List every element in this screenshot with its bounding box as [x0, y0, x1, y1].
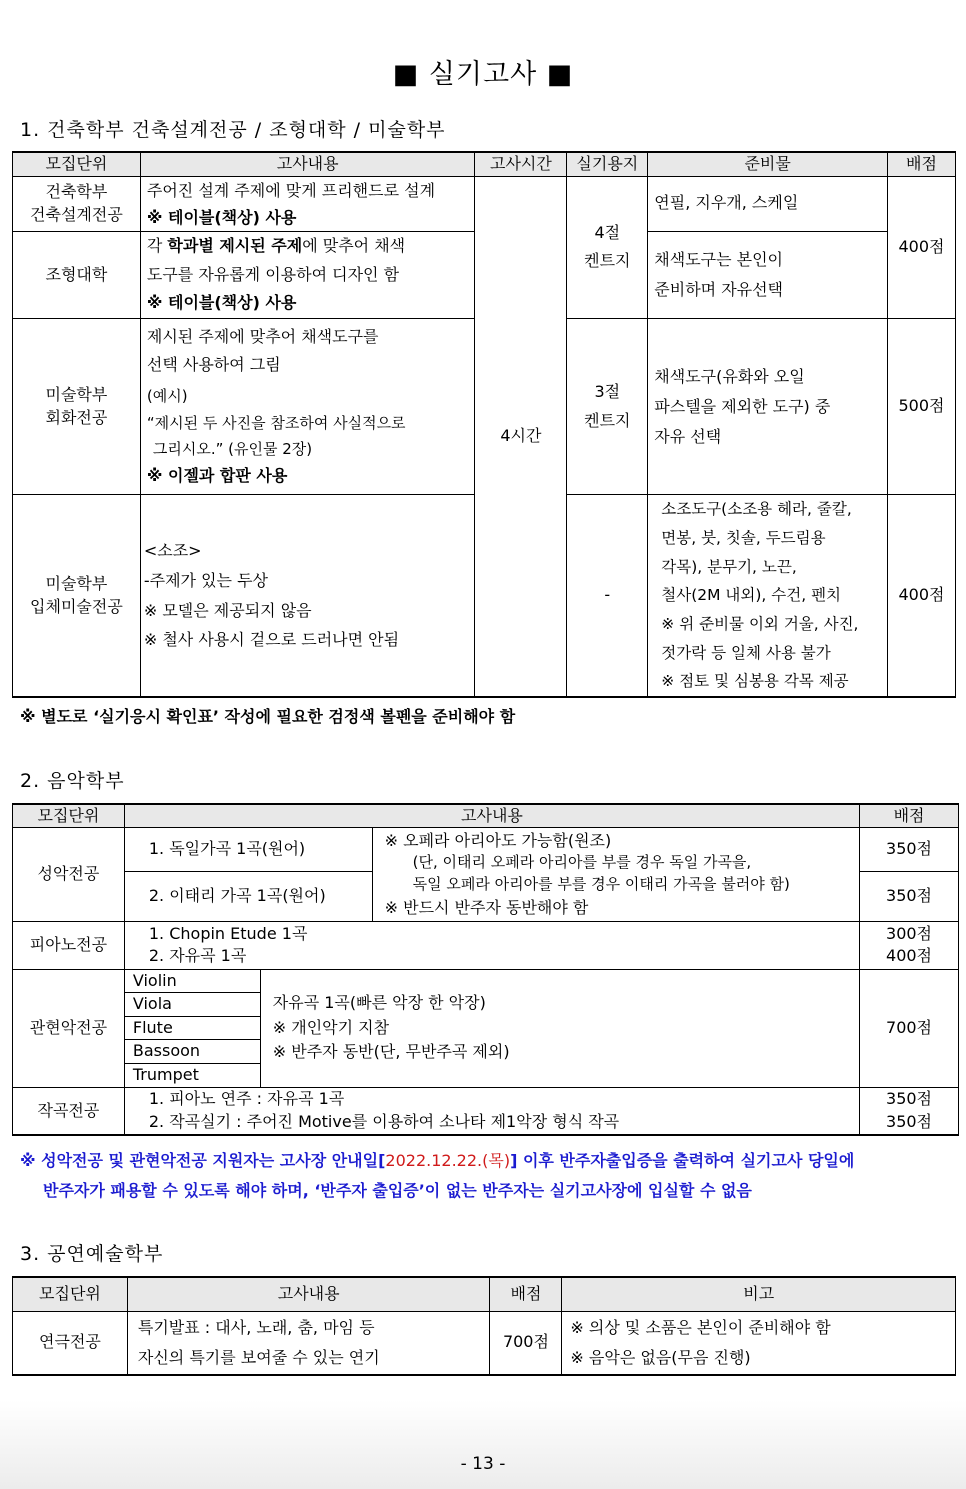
content-line: 2. 작곡실기 : 주어진 Motive를 이용하여 소나타 제1악장 형식 작곡 — [148, 1111, 620, 1131]
prep-architecture: 연필, 지우개, 스케일 — [648, 176, 888, 231]
header-prep: 준비물 — [648, 152, 888, 176]
text-bold: 학과별 제시된 주제 — [167, 235, 303, 255]
vocal-item-2: 2. 이태리 가곡 1곡(원어) — [124, 871, 372, 921]
table-row — [13, 176, 956, 231]
paper-3jeol: 3절 켄트지 — [567, 319, 648, 495]
content-line: 1. Chopin Etude 1곡 — [148, 923, 308, 943]
unit-composition: 작곡전공 — [13, 1087, 125, 1135]
content-line: ※ 음악은 없음(무음 진행) — [570, 1347, 751, 1367]
content-line: ※ 철사 사용시 겉으로 드러나면 안됨 — [143, 630, 400, 650]
header-score: 배점 — [860, 804, 959, 827]
unit-piano: 피아노전공 — [13, 921, 125, 969]
orchestra-content — [260, 969, 859, 1087]
content-line: -주제가 있는 두상 — [143, 571, 268, 591]
composition-content — [124, 1087, 859, 1135]
section1-note: ※ 별도로 ‘실기응시 확인표’ 작성에 필요한 검정색 볼펜을 준비해야 함 — [20, 707, 516, 726]
header-content: 고사내용 — [127, 1277, 490, 1311]
content-line: ※ 의상 및 소품은 본인이 준비해야 함 — [570, 1318, 831, 1338]
vocal-notes — [372, 827, 859, 921]
section2-note — [20, 1146, 950, 1205]
content-line: 도구를 자유롭게 이용하여 디자인 함 — [146, 264, 400, 284]
unit-orchestra: 관현악전공 — [13, 969, 125, 1087]
piano-scores — [860, 921, 959, 969]
text: 에 맞추어 채색 — [302, 235, 406, 255]
paper-none: - — [567, 495, 648, 697]
content-design — [140, 231, 475, 318]
header-paper: 실기용지 — [567, 152, 648, 176]
content-painting — [140, 319, 475, 495]
note-text: ] 이후 반주자출입증을 출력하여 실기고사 당일에 — [510, 1151, 855, 1170]
table-header-row — [13, 1277, 956, 1311]
text: 각 — [146, 235, 168, 255]
paper-4jeol: 4절 켄트지 — [567, 176, 648, 319]
header-time: 고사시간 — [475, 152, 567, 176]
art-exam-table — [12, 151, 956, 698]
piano-score-2: 400점 — [886, 946, 933, 965]
content-line: ※ 모델은 제공되지 않음 — [143, 600, 312, 620]
content-line: 선택 사용하여 그림 — [146, 355, 281, 375]
header-unit: 모집단위 — [13, 804, 125, 827]
prep-sculpture — [648, 495, 888, 697]
content-line: ※ 반드시 반주자 동반해야 함 — [384, 897, 589, 917]
vocal-score-2: 350점 — [860, 871, 959, 921]
table-row — [13, 1087, 959, 1135]
content-architecture — [140, 176, 475, 231]
note-date: 2022.12.22.(목) — [385, 1151, 511, 1170]
content-line: ※ 테이블(책상) 사용 — [146, 207, 297, 227]
content-line: ※ 테이블(책상) 사용 — [146, 293, 297, 313]
content-line: <소조> — [143, 541, 202, 561]
content-line: 특기발표 : 대사, 노래, 춤, 마임 등 — [137, 1318, 375, 1338]
unit-vocal: 성악전공 — [13, 827, 125, 921]
bottom-shade — [0, 1400, 966, 1489]
vocal-score-1: 350점 — [860, 827, 959, 871]
content-line: 주어진 설계 주제에 맞게 프리핸드로 설계 — [146, 180, 436, 200]
instrument-list — [124, 969, 260, 1087]
theater-content — [127, 1311, 490, 1375]
content-line: ※ 점토 및 심봉용 각목 제공 — [661, 672, 849, 691]
performing-arts-table — [12, 1276, 956, 1376]
section2-title: 2. 음악학부 — [20, 770, 125, 792]
content-line: 그리시오.” (유인물 2장) — [152, 439, 313, 458]
note-line — [20, 1146, 950, 1176]
piano-score-1: 300점 — [886, 923, 933, 943]
instrument-item: Bassoon — [125, 1040, 260, 1064]
header-content: 고사내용 — [140, 152, 475, 176]
unit-sculpture: 미술학부 입체미술전공 — [13, 495, 141, 697]
content-line — [147, 232, 469, 261]
table-row — [13, 827, 959, 871]
instrument-item: Viola — [125, 993, 260, 1017]
score-500: 500점 — [888, 319, 956, 495]
table-row — [13, 969, 959, 1087]
content-line: 각목), 분무기, 노끈, — [661, 557, 797, 576]
table-header-row — [13, 804, 959, 827]
content-line: ※ 반주자 동반(단, 무반주곡 제외) — [272, 1042, 510, 1062]
table-row — [13, 921, 959, 969]
content-line: 자유곡 1곡(빠른 악장 한 악장) — [272, 992, 486, 1012]
instrument-item: Violin — [125, 970, 260, 994]
music-exam-table — [12, 803, 959, 1136]
instrument-item: Flute — [125, 1017, 260, 1041]
unit-painting: 미술학부 회화전공 — [13, 319, 141, 495]
content-line: (예시) — [146, 387, 188, 406]
table-header-row — [13, 152, 956, 176]
unit-design: 조형대학 — [13, 231, 141, 318]
prep-design: 채색도구는 본인이 준비하며 자유선택 — [648, 231, 888, 318]
header-unit: 모집단위 — [13, 152, 141, 176]
header-remark: 비고 — [562, 1277, 956, 1311]
content-line: 1. 피아노 연주 : 자유곡 1곡 — [148, 1089, 345, 1109]
page-title: ■ 실기고사 ■ — [392, 59, 574, 90]
section3-title: 3. 공연예술학부 — [20, 1243, 164, 1265]
note-line: 반주자가 패용할 수 있도록 해야 하며, ‘반주자 출입증’이 없는 반주자는 실기고사장에 입실할 수 없음 — [43, 1180, 752, 1200]
unit-architecture: 건축학부 건축설계전공 — [13, 176, 141, 231]
instrument-item: Trumpet — [132, 1064, 199, 1084]
content-line: 2. 자유곡 1곡 — [148, 946, 247, 965]
content-sculpture — [140, 495, 475, 697]
piano-content — [124, 921, 859, 969]
composition-scores — [860, 1087, 959, 1135]
note-text: ※ 성악전공 및 관현악전공 지원자는 고사장 안내일[ — [20, 1151, 386, 1170]
section1-title: 1. 건축학부 건축설계전공 / 조형대학 / 미술학부 — [20, 119, 446, 141]
content-line: 소조도구(소조용 헤라, 줄칼, — [661, 500, 852, 519]
composition-score-1: 350점 — [886, 1089, 933, 1109]
content-line: ※ 이젤과 합판 사용 — [146, 466, 288, 486]
page-number: - 13 - — [460, 1454, 506, 1474]
content-line: ※ 위 준비물 이외 거울, 사진, — [661, 614, 859, 633]
content-line: 독일 오페라 아리아를 부를 경우 이태리 가곡을 불러야 함) — [412, 875, 790, 893]
score-400-b: 400점 — [888, 495, 956, 697]
header-unit: 모집단위 — [13, 1277, 128, 1311]
orchestra-score: 700점 — [860, 969, 959, 1087]
content-line: 철사(2M 내외), 수건, 펜치 — [661, 586, 842, 605]
content-line: “제시된 두 사진을 참조하여 사실적으로 — [146, 413, 406, 432]
content-line: 젓가락 등 일체 사용 불가 — [661, 643, 831, 662]
content-line: ※ 오페라 아리아도 가능함(원조) — [384, 831, 612, 851]
content-line: ※ 개인악기 지참 — [272, 1017, 390, 1037]
vocal-item-1: 1. 독일가곡 1곡(원어) — [124, 827, 372, 871]
header-content: 고사내용 — [124, 804, 859, 827]
content-line: 자신의 특기를 보여줄 수 있는 연기 — [137, 1347, 380, 1367]
theater-score: 700점 — [490, 1311, 562, 1375]
unit-theater: 연극전공 — [13, 1311, 128, 1375]
content-line: 면봉, 붓, 칫솔, 두드림용 — [661, 528, 826, 547]
content-line: 제시된 주제에 맞추어 채색도구를 — [146, 327, 379, 347]
exam-time: 4시간 — [475, 176, 567, 697]
content-line: (단, 이태리 오페라 아리아를 부를 경우 독일 가곡을, — [412, 853, 752, 872]
theater-remarks — [562, 1311, 956, 1375]
score-400-a: 400점 — [888, 176, 956, 319]
header-score: 배점 — [888, 152, 956, 176]
prep-painting: 채색도구(유화와 오일 파스텔을 제외한 도구) 중 자유 선택 — [648, 319, 888, 495]
table-row — [13, 1311, 956, 1375]
composition-score-2: 350점 — [886, 1111, 933, 1131]
header-score: 배점 — [490, 1277, 562, 1311]
